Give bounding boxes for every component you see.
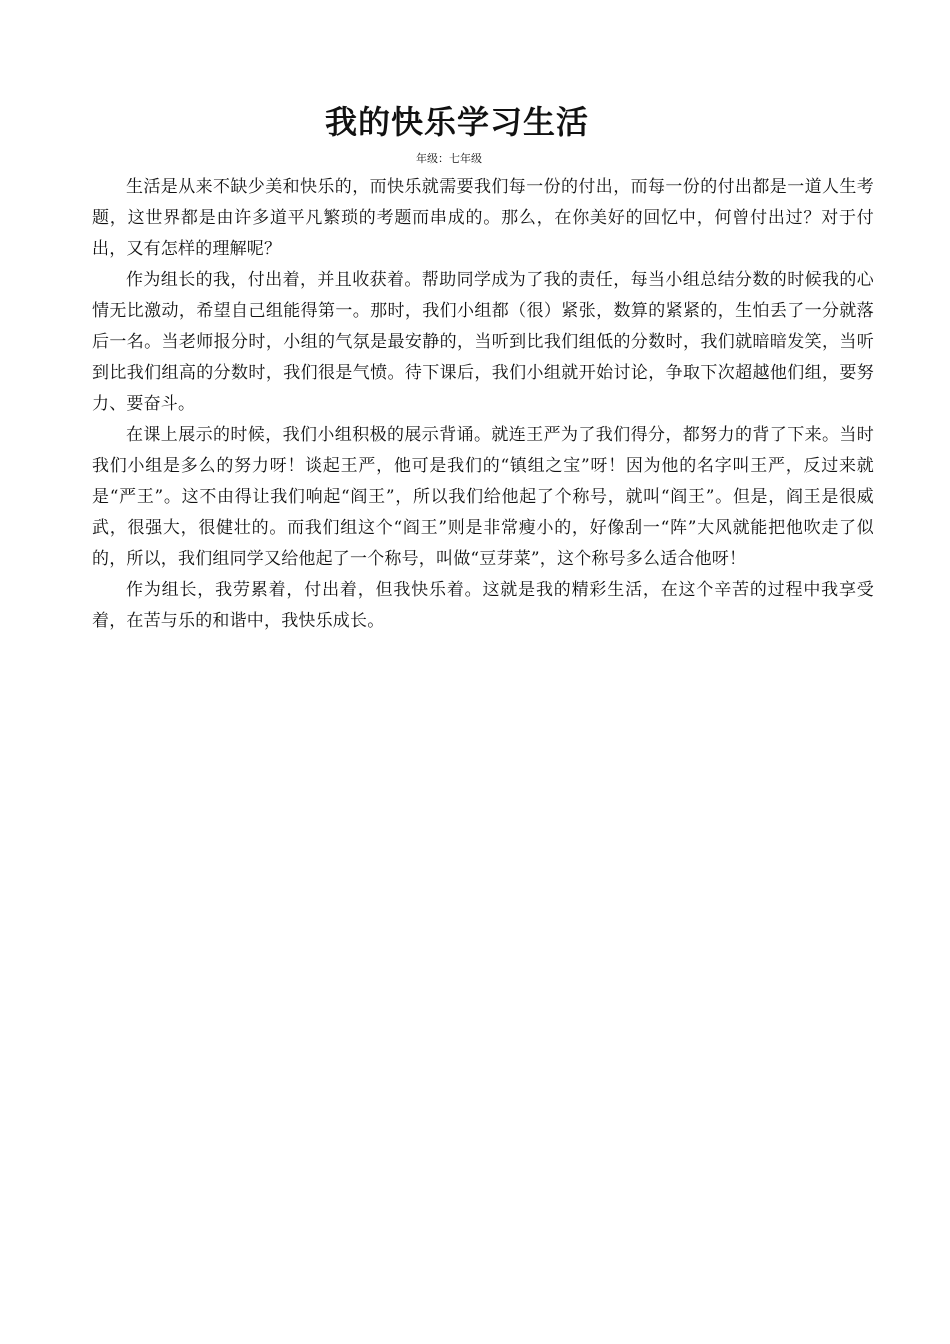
page-title: 我的快乐学习生活 (324, 103, 589, 141)
paragraph-2: 作为组长的我，付出着，并且收获着。帮助同学成为了我的责任，每当小组总结分数的时候我的心情无比激动，希望自己组能得第一。那时，我们小组都（很）紧张，数算的紧紧的，生怕丢了一分就落后一名。当老师报分时，小组的气氛是最安静的，当听到比我们组低的分数时，我们就暗暗发笑，当听到比我们组高的分数时，我们很是气愤。待下课后，我们小组就开始讨论，争取下次超越他们组，要努力、要奋斗。 (92, 270, 874, 414)
essay-body (92, 172, 874, 637)
paragraph-4: 作为组长，我劳累着，付出着，但我快乐着。这就是我的精彩生活，在这个辛苦的过程中我享受着，在苦与乐的和谐中，我快乐成长。 (92, 580, 874, 631)
grade-label: 年级：七年级 (416, 152, 482, 165)
paragraph-3: 在课上展示的时候，我们小组积极的展示背诵。就连王严为了我们得分，都努力的背了下来。当时我们小组是多么的努力呀！谈起王严，他可是我们的“镇组之宝”呀！因为他的名字叫王严，反过来就是“严王”。这不由得让我们响起“阎王”，所以我们给他起了个称号，就叫“阎王”。但是，阎王是很威武，很强大，很健壮的。而我们组这个“阎王”则是非常瘦小的，好像刮一“阵”大风就能把他吹走了似的，所以，我们组同学又给他起了一个称号，叫做“豆芽菜”，这个称号多么适合他呀！ (92, 425, 874, 569)
paragraph-1: 生活是从来不缺少美和快乐的，而快乐就需要我们每一份的付出，而每一份的付出都是一道人生考题，这世界都是由许多道平凡繁琐的考题而串成的。那么，在你美好的回忆中，何曾付出过？对于付出，又有怎样的理解呢？ (92, 177, 874, 259)
